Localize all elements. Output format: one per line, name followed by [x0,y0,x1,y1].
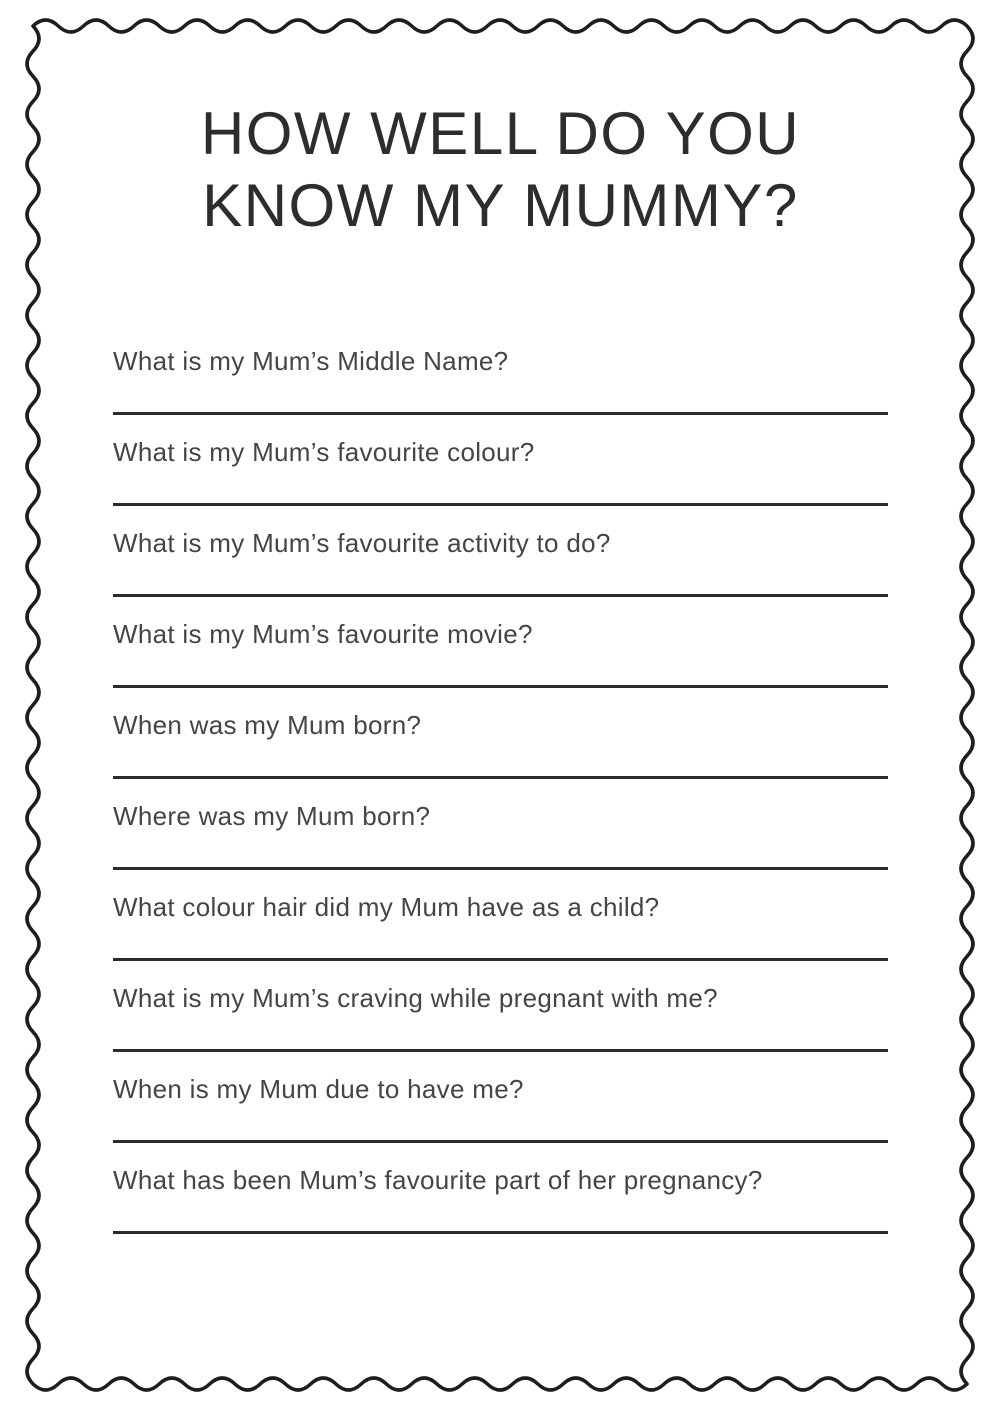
page-title-line1: HOW WELL DO YOU [200,100,801,167]
question-row [113,710,888,779]
worksheet-page [113,0,888,1256]
question-text: What has been Mum’s favourite part of her pregnancy? [113,1165,763,1195]
question-text: What is my Mum’s Middle Name? [113,346,509,376]
answer-line [113,503,888,506]
answer-line [113,1049,888,1052]
question-row [113,619,888,688]
question-text: What colour hair did my Mum have as a child? [113,892,660,922]
question-text: When was my Mum born? [113,710,422,740]
answer-line [113,1231,888,1234]
question-text: What is my Mum’s craving while pregnant with me? [113,983,718,1013]
question-row [113,437,888,506]
answer-line [113,594,888,597]
answer-line [113,412,888,415]
question-row [113,528,888,597]
question-row [113,1165,888,1234]
question-text: Where was my Mum born? [113,801,431,831]
question-row [113,346,888,415]
question-row [113,892,888,961]
answer-line [113,685,888,688]
question-text: What is my Mum’s favourite movie? [113,619,533,649]
answer-line [113,1140,888,1143]
question-text: What is my Mum’s favourite colour? [113,437,535,467]
page-title-line2: KNOW MY MUMMY? [202,172,799,239]
question-row [113,801,888,870]
answer-line [113,867,888,870]
question-row [113,983,888,1052]
answer-line [113,776,888,779]
page-title [113,98,888,242]
answer-line [113,958,888,961]
question-text: What is my Mum’s favourite activity to do? [113,528,611,558]
question-list [113,346,888,1234]
question-row [113,1074,888,1143]
question-text: When is my Mum due to have me? [113,1074,524,1104]
